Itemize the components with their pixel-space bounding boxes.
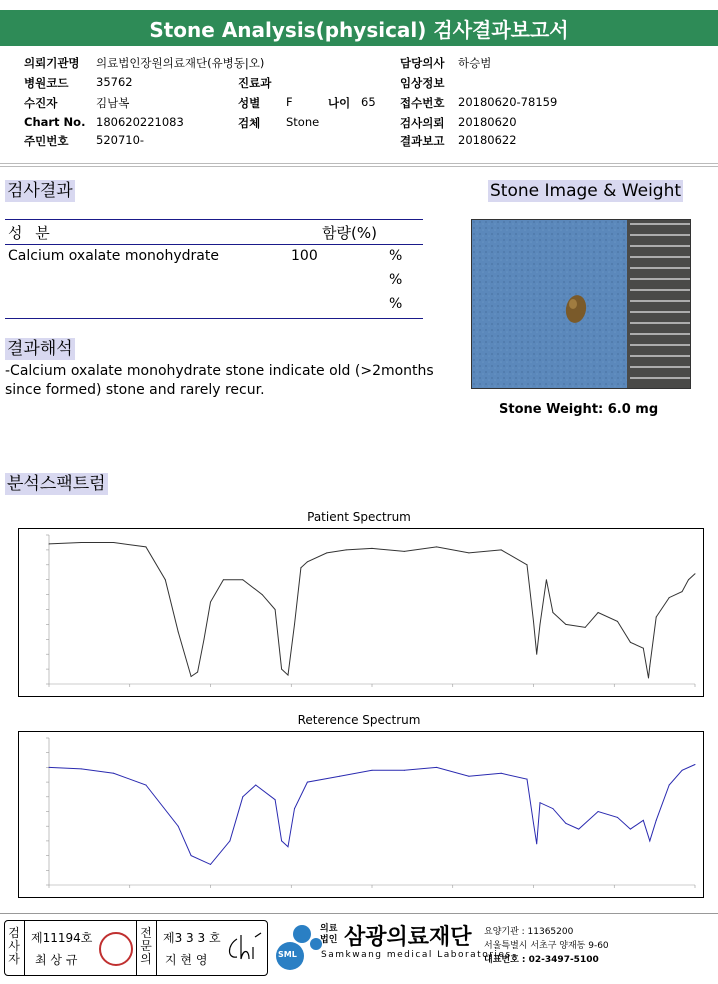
requested-label: 검사의뢰 <box>400 116 445 130</box>
hospital-code-value: 35762 <box>96 75 133 89</box>
spectrum-point <box>275 799 276 800</box>
tester-license: 제11194호 <box>31 931 93 945</box>
reference-chart-title: Reterence Spectrum <box>297 713 421 727</box>
sml-logo-text: SML <box>278 950 297 959</box>
spectrum-point <box>649 666 650 667</box>
id-no-label: 주민번호 <box>24 134 69 148</box>
interpretation-line-2: since formed) stone and rarely recur. <box>5 382 265 398</box>
id-no-value: 520710- <box>96 133 145 147</box>
sex-label: 성별 <box>238 96 261 110</box>
spectrum-point <box>501 549 502 550</box>
interpretation-line-1: -Calcium oxalate monohydrate stone indicate old (>2months <box>5 363 434 379</box>
spectrum-point <box>539 624 540 625</box>
spectrum-point <box>630 642 631 643</box>
header-divider <box>0 163 718 164</box>
spectrum-point <box>372 770 373 771</box>
reference-spectrum-svg <box>19 732 703 897</box>
institution-value: 의료법인장원의료재단(유병동|오) <box>96 56 265 70</box>
org-code: 요양기관 : 11365200 <box>484 927 574 937</box>
spectrum-point <box>204 639 205 640</box>
spectrum-point <box>197 672 198 673</box>
spectrum-point <box>598 811 599 812</box>
spectrum-point <box>178 631 179 632</box>
report-title: Stone Analysis(physical) 검사결과보고서 <box>0 10 718 46</box>
specialist-name: 지 현 영 <box>165 953 208 967</box>
result-row-1-value: 100 <box>291 248 318 264</box>
spectrum-point <box>552 808 553 809</box>
chart-no-value: 180620221083 <box>96 115 184 129</box>
spectrum-point <box>81 768 82 769</box>
patient-spectrum-chart <box>18 528 704 697</box>
spectrum-point <box>326 552 327 553</box>
spectrum-point <box>617 817 618 818</box>
doctor-label: 담당의사 <box>400 56 445 70</box>
spectrum-point <box>649 840 650 841</box>
spectrum-point <box>113 542 114 543</box>
hospital-code-label: 병원코드 <box>24 76 69 90</box>
spectrum-point <box>669 597 670 598</box>
signature-box <box>4 920 268 976</box>
spectrum-title: 분석스팩트럼 <box>7 474 106 494</box>
spectrum-point <box>682 591 683 592</box>
org-prefix: 의료법인 <box>320 924 338 945</box>
spectrum-point <box>533 621 534 622</box>
spectrum-point <box>656 616 657 617</box>
ruler <box>627 220 690 388</box>
spectrum-point <box>565 624 566 625</box>
footer-divider <box>0 913 718 914</box>
requested-value: 20180620 <box>458 115 517 129</box>
spectrum-point <box>294 624 295 625</box>
spectrum-point <box>229 840 230 841</box>
spectrum-point <box>307 782 308 783</box>
patient-spectrum-svg <box>19 529 703 696</box>
stone-photo <box>471 219 691 389</box>
spectrum-point <box>643 820 644 821</box>
clinical-label: 임상정보 <box>400 76 445 90</box>
spectrum-point <box>288 846 289 847</box>
spectrum-point <box>617 621 618 622</box>
spectrum-point <box>539 802 540 803</box>
chart-no-label: Chart No. <box>24 115 86 129</box>
spectrum-point <box>578 829 579 830</box>
spectrum-point <box>81 542 82 543</box>
stone-photo-image <box>472 220 690 388</box>
spectrum-point <box>527 564 528 565</box>
dept-label: 진료과 <box>238 76 272 90</box>
results-table-top-rule <box>5 219 423 220</box>
spectrum-point <box>165 579 166 580</box>
spectrum-point <box>49 543 50 544</box>
spectrum-point <box>178 826 179 827</box>
content-header: 함량(%) <box>322 224 377 242</box>
patient-value: 김남복 <box>96 96 130 110</box>
spectrum-point <box>436 546 437 547</box>
tester-seal <box>99 932 133 966</box>
patient-info <box>0 0 718 160</box>
stone-image-title: Stone Image & Weight <box>490 181 682 201</box>
spectrum-point <box>643 648 644 649</box>
spectrum-point <box>468 776 469 777</box>
sign-divider <box>24 921 25 975</box>
spectrum-point <box>404 551 405 552</box>
spectrum-point <box>630 829 631 830</box>
spectrum-point <box>656 820 657 821</box>
patient-label: 수진자 <box>24 96 58 110</box>
spectrum-point <box>695 764 696 765</box>
spectrum-point <box>536 654 537 655</box>
spectrum-point <box>262 594 263 595</box>
spectrum-point <box>404 770 405 771</box>
spectrum-point <box>145 546 146 547</box>
specialist-label: 전문의 <box>140 926 152 966</box>
tester-label: 검사자 <box>8 926 20 966</box>
receipt-value: 20180620-78159 <box>458 95 558 109</box>
sex-value: F <box>286 95 293 109</box>
spectrum-point <box>210 602 211 603</box>
doctor-value: 하승범 <box>458 56 492 70</box>
institution-label: 의뢰기관명 <box>24 56 80 70</box>
spectrum-point <box>281 840 282 841</box>
spectrum-point <box>468 552 469 553</box>
spectrum-point <box>585 627 586 628</box>
spectrum-point <box>533 823 534 824</box>
spectrum-point <box>648 678 649 679</box>
result-row-1-component: Calcium oxalate monohydrate <box>8 248 219 264</box>
spectrum-point <box>191 855 192 856</box>
spectrum-point <box>191 676 192 677</box>
results-bottom-rule <box>5 318 423 319</box>
specialist-license: 제3 3 3 호 <box>163 931 221 945</box>
spectrum-point <box>436 767 437 768</box>
footer <box>0 918 718 984</box>
spectrum-point <box>372 548 373 549</box>
org-english-name: Samkwang medical Laboratories <box>321 950 512 960</box>
spectrum-point <box>536 843 537 844</box>
chart-axis <box>49 535 695 684</box>
reported-label: 결과보고 <box>400 134 445 148</box>
spectrum-point <box>145 785 146 786</box>
org-address: 서울특별시 서초구 양재동 9-60 <box>484 941 609 951</box>
spectrum-point <box>300 567 301 568</box>
interpretation-title: 결과해석 <box>7 339 73 359</box>
specimen-label: 검체 <box>238 116 261 130</box>
spectrum-point <box>688 579 689 580</box>
spectrum-point <box>695 573 696 574</box>
spectrum-point <box>210 864 211 865</box>
spectrum-point <box>339 776 340 777</box>
tester-name: 최 상 규 <box>35 953 78 967</box>
spectrum-point <box>307 561 308 562</box>
stone-weight: Stone Weight: 6.0 mg <box>499 402 659 417</box>
specimen-value: Stone <box>286 115 320 129</box>
spectrum-point <box>682 770 683 771</box>
spectrum-point <box>527 779 528 780</box>
spectrum-point <box>223 579 224 580</box>
spectrum-point <box>565 823 566 824</box>
sign-divider-2 <box>136 921 137 975</box>
spectrum-point <box>275 609 276 610</box>
spectrum-point <box>242 796 243 797</box>
spectrum-point <box>501 773 502 774</box>
spectrum-point <box>242 579 243 580</box>
sign-divider-3 <box>156 921 157 975</box>
patient-chart-title: Patient Spectrum <box>307 510 411 524</box>
result-row-1-unit: % <box>389 248 403 264</box>
spectrum-point <box>669 785 670 786</box>
spectrum-point <box>281 669 282 670</box>
results-title: 검사결과 <box>7 181 73 201</box>
spectrum-point <box>255 785 256 786</box>
org-name: 삼광의료재단 <box>344 925 472 950</box>
results-header-rule <box>5 244 423 245</box>
spectrum-line <box>49 543 695 679</box>
age-value: 65 <box>361 95 376 109</box>
spectrum-point <box>346 549 347 550</box>
spectrum-point <box>546 579 547 580</box>
spectrum-point <box>552 612 553 613</box>
reported-value: 20180622 <box>458 133 517 147</box>
spectrum-line <box>49 765 695 865</box>
reference-spectrum-chart <box>18 731 704 898</box>
component-header: 성 분 <box>8 224 54 242</box>
org-phone: 대표번호 : 02-3497-5100 <box>484 955 599 965</box>
specialist-signature <box>223 931 263 965</box>
result-row-2-unit: % <box>389 272 403 288</box>
result-row-3-unit: % <box>389 296 403 312</box>
spectrum-point <box>598 612 599 613</box>
receipt-label: 접수번호 <box>400 96 445 110</box>
header-divider-2 <box>0 166 718 167</box>
spectrum-point <box>49 767 50 768</box>
spectrum-point <box>288 675 289 676</box>
spectrum-point <box>113 773 114 774</box>
age-label: 나이 <box>328 96 351 110</box>
spectrum-point <box>294 808 295 809</box>
